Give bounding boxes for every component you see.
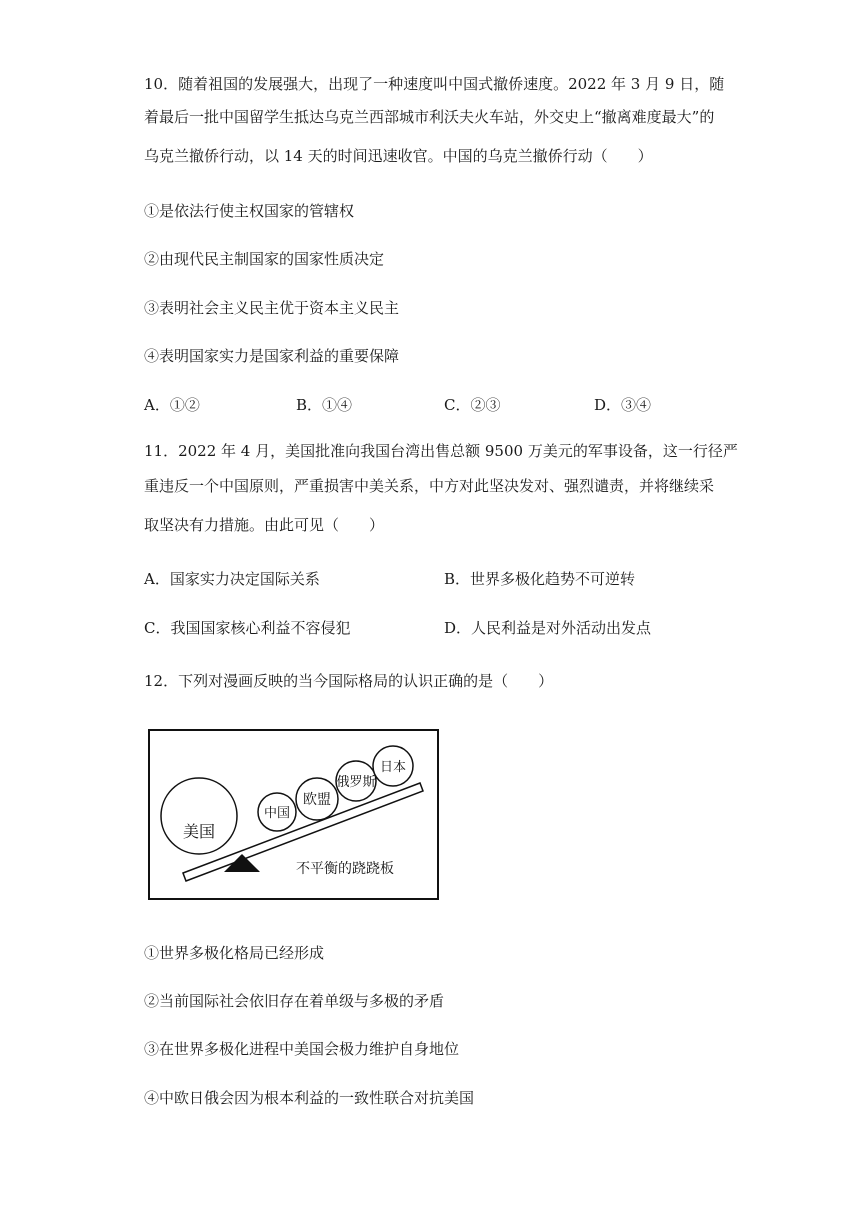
q10-statement-1: ①是依法行使主权国家的管辖权 [144,202,355,220]
q10-stem-line-2: 着最后一批中国留学生抵达乌克兰西部城市利沃夫火车站，外交史上“撤离难度最大”的 [144,108,715,126]
q11-stem-line-2: 重违反一个中国原则，严重损害中美关系，中方对此坚决发对、强烈谴责，并将继续采 [144,477,715,495]
q10-option-b: B．①④ [296,396,353,414]
ball-russia-label: 俄罗斯 [336,775,376,790]
q11-stem-line-3: 取坚决有力措施。由此可见（ ） [144,516,385,534]
q10-statement-2: ②由现代民主制国家的国家性质决定 [144,250,385,268]
seesaw-cartoon [148,729,440,901]
ball-japan-label: 日本 [379,760,407,775]
q10-statement-4: ④表明国家实力是国家利益的重要保障 [144,347,400,365]
q11-option-b: B．世界多极化趋势不可逆转 [444,570,636,588]
q10-option-c: C．②③ [444,396,501,414]
q10-statement-3: ③表明社会主义民主优于资本主义民主 [144,299,400,317]
q10-stem-line-1: 10．随着祖国的发展强大，出现了一种速度叫中国式撤侨速度。2022 年 3 月 9 日，随 [144,75,725,93]
ball-china-label: 中国 [263,806,291,821]
ball-usa-label: 美国 [182,822,216,841]
q10-stem-line-3: 乌克兰撤侨行动，以 14 天的时间迅速收官。中国的乌克兰撤侨行动（ ） [144,147,653,165]
q12-statement-3: ③在世界多极化进程中美国会极力维护自身地位 [144,1040,460,1058]
q12-statement-2: ②当前国际社会依旧存在着单级与多极的矛盾 [144,992,445,1010]
q12-statement-4: ④中欧日俄会因为根本利益的一致性联合对抗美国 [144,1089,475,1107]
ball-eu-label: 欧盟 [303,792,331,808]
q11-option-a: A．国家实力决定国际关系 [144,570,320,588]
q10-option-d: D．③④ [594,396,652,414]
q11-option-c: C．我国国家核心利益不容侵犯 [144,619,351,637]
cartoon-caption: 不平衡的跷跷板 [296,861,394,877]
q12-statement-1: ①世界多极化格局已经形成 [144,944,325,962]
q11-stem-line-1: 11．2022 年 4 月，美国批准向我国台湾出售总额 9500 万美元的军事设备，这一行径严 [144,442,738,460]
q12-stem: 12．下列对漫画反映的当今国际格局的认识正确的是（ ） [144,672,554,690]
ball-usa [161,778,237,854]
q11-option-d: D．人民利益是对外活动出发点 [444,619,652,637]
q10-option-a: A．①② [144,396,200,414]
